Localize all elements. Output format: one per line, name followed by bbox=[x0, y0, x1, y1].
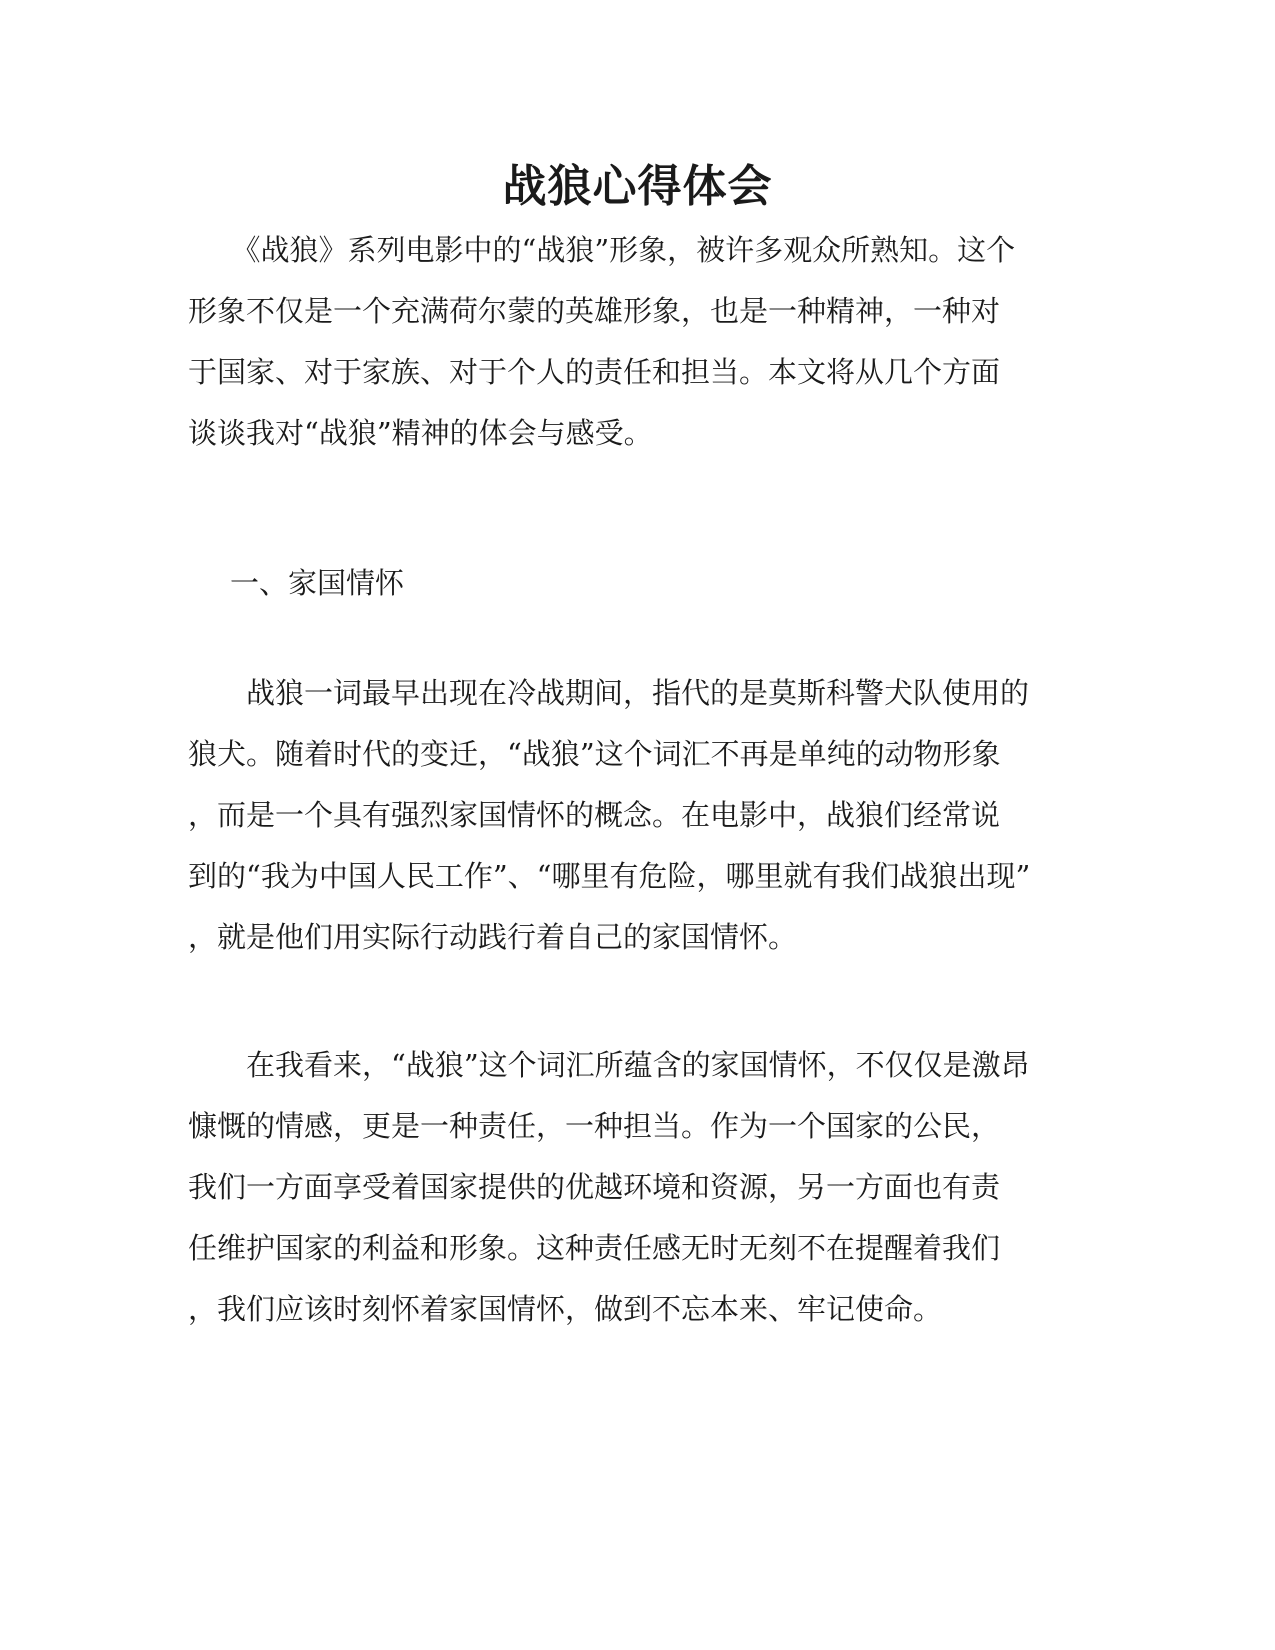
document-title: 战狼心得体会 bbox=[502, 161, 773, 212]
paragraph-line: 到的“我为中国人民工作”、“哪里有危险，哪里就有我们战狼出现” bbox=[188, 859, 1031, 893]
paragraph-line: 于国家、对于家族、对于个人的责任和担当。本文将从几个方面 bbox=[188, 355, 1001, 389]
paragraph-line: 形象不仅是一个充满荷尔蒙的英雄形象，也是一种精神，一种对 bbox=[188, 294, 1001, 328]
paragraph-line: 在我看来，“战狼”这个词汇所蕴含的家国情怀，不仅仅是激昂 bbox=[188, 1048, 1030, 1082]
paragraph-line: 谈谈我对“战狼”精神的体会与感受。 bbox=[188, 416, 653, 450]
body-paragraph-2 bbox=[188, 1035, 1088, 1340]
paragraph-line: ，就是他们用实际行动践行着自己的家国情怀。 bbox=[188, 920, 798, 954]
paragraph-line: 我们一方面享受着国家提供的优越环境和资源，另一方面也有责 bbox=[188, 1170, 1001, 1204]
paragraph-line: 慷慨的情感，更是一种责任，一种担当。作为一个国家的公民， bbox=[188, 1109, 1001, 1143]
section-heading: 一、家国情怀 bbox=[230, 566, 405, 600]
intro-paragraph bbox=[188, 220, 1088, 464]
paragraph-line: 狼犬。随着时代的变迁，“战狼”这个词汇不再是单纯的动物形象 bbox=[188, 737, 1001, 771]
paragraph-line: 任维护国家的利益和形象。这种责任感无时无刻不在提醒着我们 bbox=[188, 1231, 1001, 1265]
paragraph-line: ，而是一个具有强烈家国情怀的概念。在电影中，战狼们经常说 bbox=[188, 798, 1001, 832]
paragraph-line: 战狼一词最早出现在冷战期间，指代的是莫斯科警犬队使用的 bbox=[188, 676, 1030, 710]
paragraph-line: ，我们应该时刻怀着家国情怀，做到不忘本来、牢记使命。 bbox=[188, 1292, 943, 1326]
paragraph-line: 《战狼》系列电影中的“战狼”形象，被许多观众所熟知。这个 bbox=[188, 233, 1016, 267]
body-paragraph-1 bbox=[188, 663, 1088, 968]
